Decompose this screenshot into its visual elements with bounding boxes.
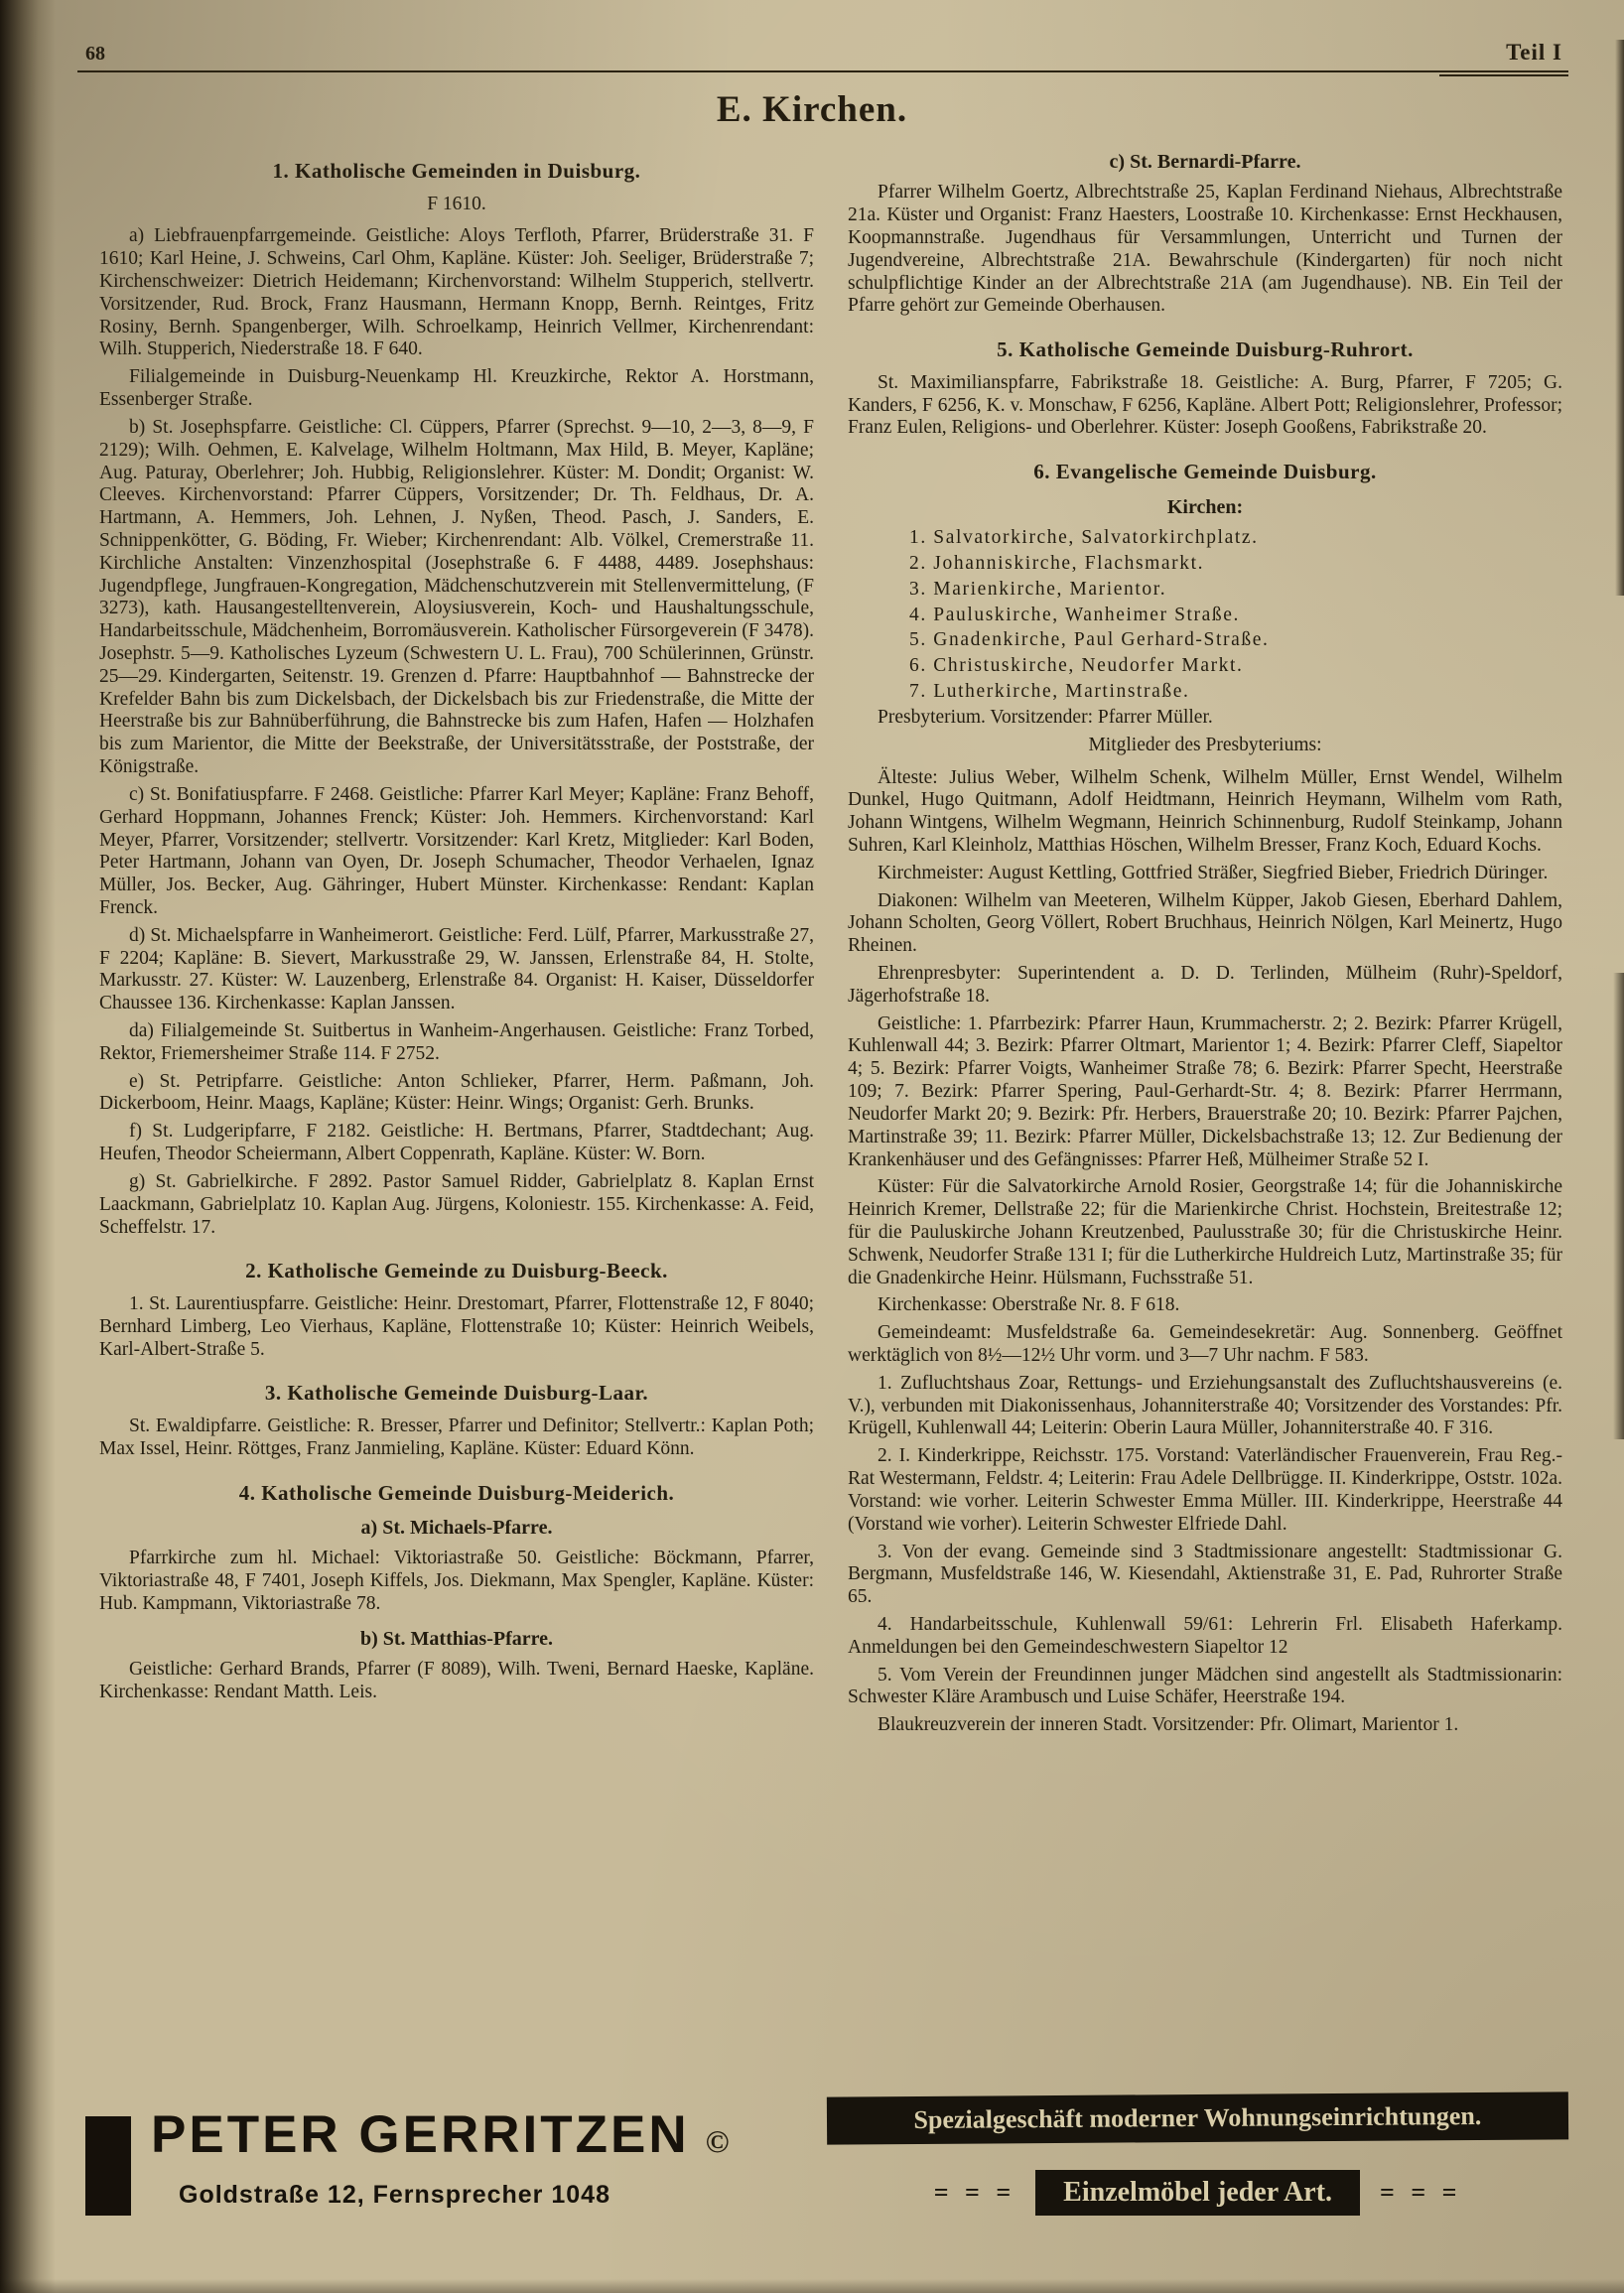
- paragraph: Kirchmeister: August Kettling, Gottfried Sträßer, Siegfried Bieber, Friedrich Düringer.: [878, 862, 1549, 883]
- paragraph: Presbyterium. Vorsitzender: Pfarrer Müller.: [878, 706, 1213, 728]
- section-heading: 6. Evangelische Gemeinde Duisburg.: [1033, 460, 1377, 484]
- page-edge-shadow-mid: [1613, 973, 1624, 1439]
- centered-line: Mitglieder des Presbyteriums:: [1088, 734, 1322, 755]
- page-edge-shadow-top: [1615, 40, 1624, 596]
- paragraph: f) St. Ludgeripfarre, F 2182. Geistliche: H. Bertmans, Pfarrer, Stadtdechant; Aug. Heufen, Theodor Scheiermann, Albert Coppenrath, Kapläne. Küster: W. Born.: [99, 1121, 814, 1165]
- paragraph: Pfarrer Wilhelm Goertz, Albrechtstraße 25, Kaplan Ferdinand Niehaus, Albrechtstraße 21a. Küster und Organist: Franz Haesters, Loostraße 10. Kirchenkasse: Ernst Heckhausen, Koopmannstraße. Jugendhaus für Versammlungen, Unterricht und Turnen der Jugendvereine, Albrechtstraße 21A. Bewahrschule (Kindergarten) für noch nicht schulpflichtige Kinder an der Albrechtstraße 21A (am Jugendhause). NB. Ein Teil der Pfarre gehört zur Gemeinde Oberhausen.: [848, 182, 1562, 317]
- advertiser-name-row: [151, 2104, 730, 2165]
- left-column: [99, 139, 814, 2053]
- ad-left-main: [151, 2094, 730, 2210]
- sub-heading: b) St. Matthias-Pfarre.: [359, 1627, 554, 1650]
- church-list-item: 7. Lutherkirche, Martinstraße.: [909, 681, 1190, 703]
- paragraph: 3. Von der evang. Gemeinde sind 3 Stadtmissionare angestellt: Stadtmissionar G. Bergmann, Musfeldstraße 146, W. Kiesendahl, Aktienstraße 31, E. Pad, Ruhrorter Straße 65.: [848, 1541, 1562, 1608]
- paragraph: a) Liebfrauenpfarrgemeinde. Geistliche: Aloys Terfloth, Pfarrer, Brüderstraße 31. F 1610; Karl Heine, J. Schweins, Carl Ohm, Kapläne. Küster: Joh. Seeliger, Brüderstraße 7; Kirchenschweizer: Dietrich Heidemann; Kirchenvorstand: Wilhelm Stupperich, stellvertr. Vorsitzender, Rud. Brock, Franz Hausmann, Hermann Knopp, Bernh. Reintges, Fritz Rosiny, Bernh. Spangenberger, Wilh. Schroelkamp, Heinrich Vellmer, Kirchenrendant: Wilh. Stupperich, Niederstraße 18. F 640.: [99, 225, 814, 360]
- paragraph: Älteste: Julius Weber, Wilhelm Schenk, Wilhelm Müller, Ernst Wendel, Wilhelm Dunkel, Hugo Quitmann, Adolf Heidtmann, Heinrich Heymann, Wilhelm vom Rath, Johann Wintgens, Wilhelm Wegmann, Heinrich Schinnenburg, Rudolf Steinkamp, Johann Suhren, Karl Kleinholz, Matthias Höschen, Wilhelm Bresser, Franz Koch, Eduard Kochs.: [848, 766, 1562, 856]
- ad-furniture-shop: [827, 2094, 1568, 2263]
- page-title: E. Kirchen.: [716, 89, 908, 130]
- header-rule: [77, 70, 1568, 72]
- trademark-icon: ©: [705, 2123, 730, 2159]
- paragraph: St. Ewaldipfarre. Geistliche: R. Bresser, Pfarrer und Definitor; Stellvertr.: Kaplan Poth; Max Issel, Heinr. Röttges, Franz Janmieling, Kapläne. Küster: Eduard Könn.: [99, 1415, 814, 1459]
- section-heading: 1. Katholische Gemeinden in Duisburg.: [272, 159, 641, 183]
- ad-banner-specialty: Spezialgeschäft moderner Wohnungseinrichtungen.: [827, 2091, 1568, 2144]
- page-header: [0, 0, 1624, 66]
- sub-heading: c) St. Bernardi-Pfarre.: [1109, 151, 1301, 173]
- page-number: 68: [85, 43, 105, 65]
- sub-heading: Kirchen:: [1166, 495, 1244, 518]
- advertiser-name: PETER GERRITZEN: [151, 2105, 690, 2164]
- paragraph: 1. Zufluchtshaus Zoar, Rettungs- und Erziehungsanstalt des Zufluchtshausvereins (e. V.), verbunden mit Diakonissenhaus, Johanniterstraße 40; Vorsitzender des Vorstandes: Pfr. Krügell, Kuhlenwall 44; Leiterin: Oberin Laura Müller, Johanniterstraße 40. F 316.: [848, 1372, 1562, 1439]
- ad-peter-gerritzen: [85, 2094, 791, 2263]
- paragraph: Blaukreuzverein der inneren Stadt. Vorsitzender: Pfr. Olimart, Marientor 1.: [878, 1714, 1459, 1736]
- church-list-item: 1. Salvatorkirche, Salvatorkirchplatz.: [909, 527, 1259, 549]
- part-label: Teil I: [1506, 40, 1562, 65]
- paragraph: Gemeindeamt: Musfeldstraße 6a. Gemeindesekretär: Aug. Sonnenberg. Geöffnet werktäglich von 8½—12½ Uhr vorm. und 3—7 Uhr nachm. F 583.: [848, 1322, 1562, 1367]
- paragraph: St. Maximilianspfarre, Fabrikstraße 18. Geistliche: A. Burg, Pfarrer, F 7205; G. Kanders, F 6256, K. v. Monschaw, F 6256, Kapläne. Albert Pott; Religionslehrer, Professor; Franz Eulen, Religions- und Oberlehrer. Küster: Joseph Gooßens, Fabrikstraße 20.: [848, 371, 1562, 439]
- church-list-item: 4. Pauluskirche, Wanheimer Straße.: [909, 604, 1240, 625]
- paragraph: Küster: Für die Salvatorkirche Arnold Rosier, Georgstraße 14; für die Johanniskirche Heinrich Kremer, Dellstraße 22; für die Marienkirche Christ. Hochstein, Breitestraße 12; für die Pauluskirche Johann Kreutzenbed, Paulusstraße 30; für die Christuskirche Heinr. Schwenk, Neudorfer Straße 131 I; für die Lutherkirche Huldreich Lutz, Martinstraße 35; für die Gnadenkirche Heinr. Hülsmann, Fuchsstraße 51.: [848, 1176, 1562, 1288]
- paragraph: Kirchenkasse: Oberstraße Nr. 8. F 618.: [878, 1294, 1180, 1316]
- advertisement-strip: [85, 2094, 1568, 2263]
- paragraph: c) St. Bonifatiuspfarre. F 2468. Geistliche: Pfarrer Karl Meyer; Kapläne: Franz Behoff, Gerhard Hoppmann, Johannes Frenck; Küster: Joh. Hemmers. Kirchenvorstand: Karl Meyer, Pfarrer, Vorsitzender; stellvertr. Vorsitzender: Karl Kretz, Mitglieder: Karl Boden, Peter Hartmann, Johann van Oyen, Dr. Joseph Schumacher, Theodor Verhaelen, Ignaz Müller, Jos. Becker, Aug. Gähringer, Hubert Münster. Kirchenkasse: Rendant: Kaplan Frenck.: [99, 783, 814, 918]
- ad-banner-einzelmoebel: Einzelmöbel jeder Art.: [1035, 2170, 1360, 2216]
- paragraph: Geistliche: Gerhard Brands, Pfarrer (F 8089), Wilh. Tweni, Bernard Haeske, Kapläne. Kirchenkasse: Rendant Matth. Leis.: [99, 1659, 814, 1703]
- church-list-item: 6. Christuskirche, Neudorfer Markt.: [909, 655, 1244, 677]
- paragraph: Filialgemeinde in Duisburg-Neuenkamp Hl. Kreuzkirche, Rektor A. Horstmann, Essenberger Straße.: [99, 366, 814, 411]
- two-column-text: [0, 139, 1624, 2053]
- paragraph: b) St. Josephspfarre. Geistliche: Cl. Cüppers, Pfarrer (Sprechst. 9—10, 2—3, 8—9, F 2129); Wilh. Oehmen, E. Kalvelage, Wilhelm Holtmann, Max Hild, B. Meyer, Kapläne; Aug. Paturay, Oberlehrer; Joh. Hubbig, Religionslehrer. Küster: M. Dondit; Organist: W. Cleeves. Kirchenvorstand: Pfarrer Cüppers, Vorsitzender; Dr. Th. Feldhaus, Dr. A. Hartmann, A. Hemmers, Joh. Lehnen, J. Nyßen, Theod. Pasch, J. Sanders, E. Schnippenkötter, G. Böding, Fr. Wieber; Kirchenrendant: Alb. Völkel, Cremerstraße 11. Kirchliche Anstalten: Vinzenzhospital (Josephstraße 6. F 4488, 4489. Josephshaus: Jugendpflege, Jungfrauen-Kongregation, Mädchenschutzverein mit Stellenvermittelung, (F 3273), kath. Hausangestelltenverein, Aloysiusverein, Koch- und Haushaltungsschule, Handarbeitsschule, Mädchenheim, Borromäusverein. Katholischer Fürsorgeverein (F 3478). Josephstr. 5—9. Katholisches Lyzeum (Schwestern U. L. Frau), 700 Schülerinnen, Grünstr. 25—29. Kindergarten, Seitenstr. 19. Grenzen d. Pfarre: Hauptbahnhof — Bahnstrecke der Krefelder Bahn bis zum Dickelsbach, der Dickelsbach bis zur Friedenstraße, die Mitte der Heerstraße bis zur Bahnüberführung, die Bahnstrecke bis zum Hafen, Hafen — Holzhafen bis zum Marientor, die Mitte der Beekstraße, der Universitätsstraße, der Poststraße, der Königstraße.: [99, 416, 814, 778]
- ad-banner-row: [934, 2170, 1462, 2216]
- right-column: [848, 139, 1562, 2053]
- ad-dashes-left: = = =: [933, 2178, 1016, 2207]
- paragraph: Diakonen: Wilhelm van Meeteren, Wilhelm Küpper, Jakob Giesen, Eberhard Dahlem, Johann Scholten, Georg Völlert, Robert Bruchhaus, Heinrich Nölgen, Karl Meinertz, Hugo Rheinen.: [848, 889, 1562, 957]
- paragraph: g) St. Gabrielkirche. F 2892. Pastor Samuel Ridder, Gabrielplatz 8. Kaplan Ernst Laackmann, Gabrielplatz 10. Kaplan Aug. Jürgens, Koloniestr. 155. Kirchenkasse: A. Feid, Scheffelstr. 17.: [99, 1170, 814, 1238]
- section-heading: 2. Katholische Gemeinde zu Duisburg-Beeck.: [245, 1259, 668, 1283]
- book-binding-shadow: [0, 0, 56, 2293]
- paragraph: da) Filialgemeinde St. Suitbertus in Wanheim-Angerhausen. Geistliche: Franz Torbed, Rektor, Friemersheimer Straße 114. F 2752.: [99, 1020, 814, 1064]
- sub-heading: a) St. Michaels-Pfarre.: [360, 1517, 553, 1540]
- section-heading: 4. Katholische Gemeinde Duisburg-Meiderich.: [238, 1480, 675, 1505]
- church-list-item: 2. Johanniskirche, Flachsmarkt.: [909, 553, 1205, 575]
- ad-dashes-right: = = =: [1380, 2178, 1462, 2207]
- church-list-item: 3. Marienkirche, Marientor.: [909, 578, 1167, 600]
- page-edge-shadow-bottom: [0, 2279, 1624, 2293]
- church-list-item: 5. Gnadenkirche, Paul Gerhard-Straße.: [909, 629, 1270, 651]
- paragraph: Geistliche: 1. Pfarrbezirk: Pfarrer Haun, Krummacherstr. 2; 2. Bezirk: Pfarrer Krügell, Kuhlenwall 44; 3. Bezirk: Pfarrer Oltmart, Marientor 1; 4. Bezirk: Pfarrer Cleff, Siapeltor 4; 5. Bezirk: Pfarrer Voigts, Wanheimer Straße 78; 6. Bezirk: Pfarrer Specht, Heerstraße 109; 7. Bezirk: Pfarrer Spering, Paul-Gerhardt-Str. 4; 8. Bezirk: Pfarrer Herrmann, Neudorfer Markt 20; 9. Bezirk: Pfr. Herbers, Brauerstraße 20; 10. Bezirk: Pfarrer Pajchen, Martinstraße 39; 11. Bezirk: Pfarrer Müller, Dickelsbachstraße 13; 12. Zur Bedienung der Krankenhäuser und des Gefängnisses: Pfarrer Heß, Mülheimer Straße 52 I.: [848, 1012, 1562, 1170]
- paragraph: 5. Vom Verein der Freundinnen junger Mädchen sind angestellt als Stadtmissionarin: Schwester Kläre Arambusch und Luise Schäfer, Heerstraße 194.: [848, 1664, 1562, 1708]
- paragraph: 2. I. Kinderkrippe, Reichsstr. 175. Vorstand: Vaterländischer Frauenverein, Frau Reg.-Rat Westermann, Feldstr. 4; Leiterin: Frau Adele Dellbrügge. II. Kinderkrippe, Oststr. 102a. Vorstand: wie vorher. Leiterin Schwester Emma Müller. III. Kinderkrippe, Heerstraße 44 (Vorstand wie vorher). Leiterin Schwester Elfriede Dahl.: [848, 1445, 1562, 1535]
- paragraph: Ehrenpresbyter: Superintendent a. D. D. Terlinden, Mülheim (Ruhr)-Speldorf, Jägerhofstraße 18.: [848, 963, 1562, 1007]
- paragraph: d) St. Michaelspfarre in Wanheimerort. Geistliche: Ferd. Lülf, Pfarrer, Markusstraße 27, F 2204; Kapläne: B. Sievert, Markusstraße 29, W. Janssen, Erlenstraße 84, H. Stolte, Markusstr. 27. Küster: W. Lauzenberg, Erlenstraße 84. Organist: H. Kaiser, Düsseldorfer Chaussee 136. Kirchenkasse: Kaplan Janssen.: [99, 924, 814, 1014]
- paragraph: Pfarrkirche zum hl. Michael: Viktoriastraße 50. Geistliche: Böckmann, Pfarrer, Viktoriastraße 48, F 7401, Joseph Kiffels, Jos. Diekmann, Max Spengler, Kapläne. Küster: Hub. Kampmann, Viktoriastraße 78.: [99, 1548, 814, 1615]
- advertiser-address: Goldstraße 12, Fernsprecher 1048: [179, 2181, 610, 2209]
- section-heading: 5. Katholische Gemeinde Duisburg-Ruhrort.: [997, 337, 1414, 362]
- section-heading: 3. Katholische Gemeinde Duisburg-Laar.: [264, 1381, 649, 1406]
- ad-decoration-block: [85, 2116, 131, 2216]
- centered-line: F 1610.: [427, 193, 486, 214]
- paragraph: 4. Handarbeitsschule, Kuhlenwall 59/61: Lehrerin Frl. Elisabeth Haferkamp. Anmeldungen bei den Gemeindeschwestern Siapeltor 12: [848, 1613, 1562, 1658]
- paragraph: e) St. Petripfarre. Geistliche: Anton Schlieker, Pfarrer, Herm. Paßmann, Joh. Dickerboom, Heinr. Maags, Kapläne; Küster: Heinr. Wings; Organist: Gerh. Brunks.: [99, 1070, 814, 1115]
- paragraph: 1. St. Laurentiuspfarre. Geistliche: Heinr. Drestomart, Pfarrer, Flottenstraße 12, F 8040; Bernhard Limberg, Leo Vierhaus, Kapläne, Flottenstraße 10; Küster: Heinrich Weibels, Karl-Albert-Straße 5.: [99, 1292, 814, 1360]
